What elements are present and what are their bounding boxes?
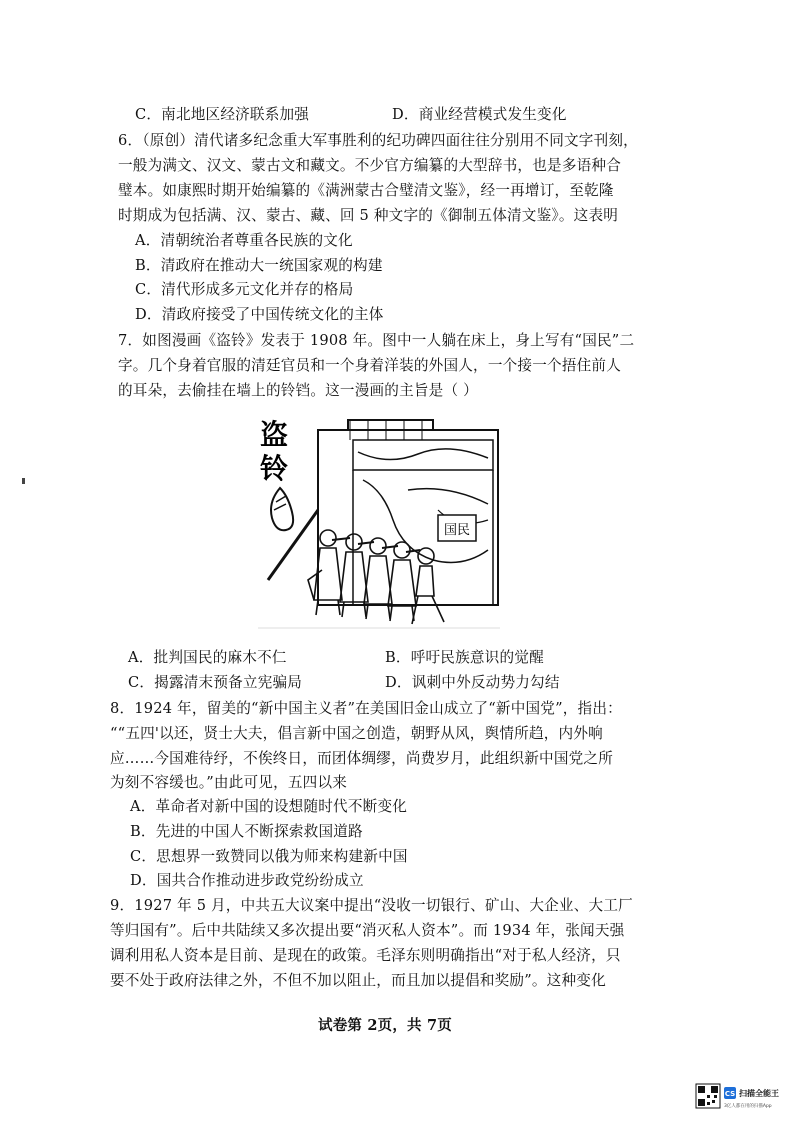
q7-stem-line-3: 的耳朵，去偷挂在墙上的铃铛。这一漫画的主旨是（ ）: [118, 382, 478, 399]
q6-stem-line-3: 璧本。如康熙时期开始编纂的《满洲蒙古合璧清文鉴》，经一再增订，至乾隆: [118, 182, 614, 199]
q7-option-a: A．批判国民的麻木不仁: [128, 649, 287, 666]
comic-title-char-1: 盗: [260, 418, 289, 451]
q8-stem-line-2: ““五四'以还，贤士大夫，倡言新中国之创造，朝野从风，舆情所趋，内外响: [110, 725, 603, 742]
q7-stem-line-2: 字。几个身着官服的清廷官员和一个身着洋装的外国人，一个接一个捂住前人: [118, 357, 621, 374]
q8-stem-line-4: 为刻不容缓也。”由此可见，五四以来: [110, 774, 348, 791]
q7-stem-line-1: 7．如图漫画《盗铃》发表于 1908 年。图中一人躺在床上，身上写有“国民”二: [118, 332, 635, 349]
comic-label-guomin: 国民: [443, 523, 471, 538]
q6-option-b: B．清政府在推动大一统国家观的构建: [135, 257, 383, 274]
q9-stem-line-2: 等归国有”。后中共陆续又多次提出要“消灭私人资本”。而 1934 年，张闻天强: [110, 922, 625, 939]
comic-illustration: [258, 410, 500, 640]
page-footer: 试卷第 2页，共 7页: [318, 1017, 452, 1034]
q9-stem-line-4: 要不处于政府法律之外，不但不加以阻止，而且加以提倡和奖励”。这种变化: [110, 972, 606, 989]
comic-title-char-2: 铃: [260, 452, 289, 485]
q9-stem-line-3: 调利用私人资本是目前、是现在的政策。毛泽东则明确指出“对于私人经济，只: [110, 947, 621, 964]
q6-option-c: C．清代形成多元文化并存的格局: [135, 281, 354, 298]
q9-stem-line-1: 9．1927 年 5 月，中共五大议案中提出“没收一切银行、矿山、大企业、大工厂: [110, 897, 633, 914]
q7-option-c: C．揭露清末预备立宪骗局: [128, 674, 303, 691]
q8-option-a: A．革命者对新中国的设想随时代不断变化: [130, 798, 408, 815]
watermark-subtitle: 3亿人都在用的扫描App: [724, 1104, 772, 1109]
q6-option-d: D．清政府接受了中国传统文化的主体: [135, 306, 384, 323]
q8-option-d: D．国共合作推动进步政党纷纷成立: [130, 872, 364, 889]
q6-option-a: A．清朝统治者尊重各民族的文化: [135, 232, 353, 249]
q6-stem-line-1: 6．（原创）清代诸多纪念重大军事胜利的纪功碑四面往往分别用不同文字刊刻，: [118, 132, 638, 149]
q5-option-c: C．南北地区经济联系加强: [135, 106, 310, 123]
scan-speck: [22, 478, 25, 484]
q8-option-b: B．先进的中国人不断探索救国道路: [130, 823, 363, 840]
bell-icon: [271, 488, 293, 530]
q8-stem-line-3: 应……今国难待纾，不俟终日，而团体绸缪，尚费岁月，此组织新中国党之所: [110, 750, 613, 767]
qr-code-icon: [696, 1084, 720, 1108]
watermark-logo-text: CS: [724, 1090, 736, 1098]
q5-option-d: D．商业经营模式发生变化: [392, 106, 567, 123]
officials-figures: [308, 530, 444, 624]
watermark-app-name: 扫描全能王: [739, 1089, 779, 1098]
q7-option-d: D．讽刺中外反动势力勾结: [385, 674, 560, 691]
q6-stem-line-4: 时期成为包括满、汉、蒙古、藏、回 5 种文字的《御制五体清文鉴》。这表明: [118, 207, 619, 224]
q8-option-c: C．思想界一致赞同以俄为师来构建新中国: [130, 848, 408, 865]
scanner-watermark: [694, 1082, 794, 1112]
q8-stem-line-1: 8．1924 年，留美的“新中国主义者”在美国旧金山成立了“新中国党”，指出：: [110, 700, 622, 717]
q7-option-b: B．呼吁民族意识的觉醒: [385, 649, 544, 666]
q6-stem-line-2: 一般为满文、汉文、蒙古文和藏文。不少官方编纂的大型辞书，也是多语种合: [118, 157, 621, 174]
